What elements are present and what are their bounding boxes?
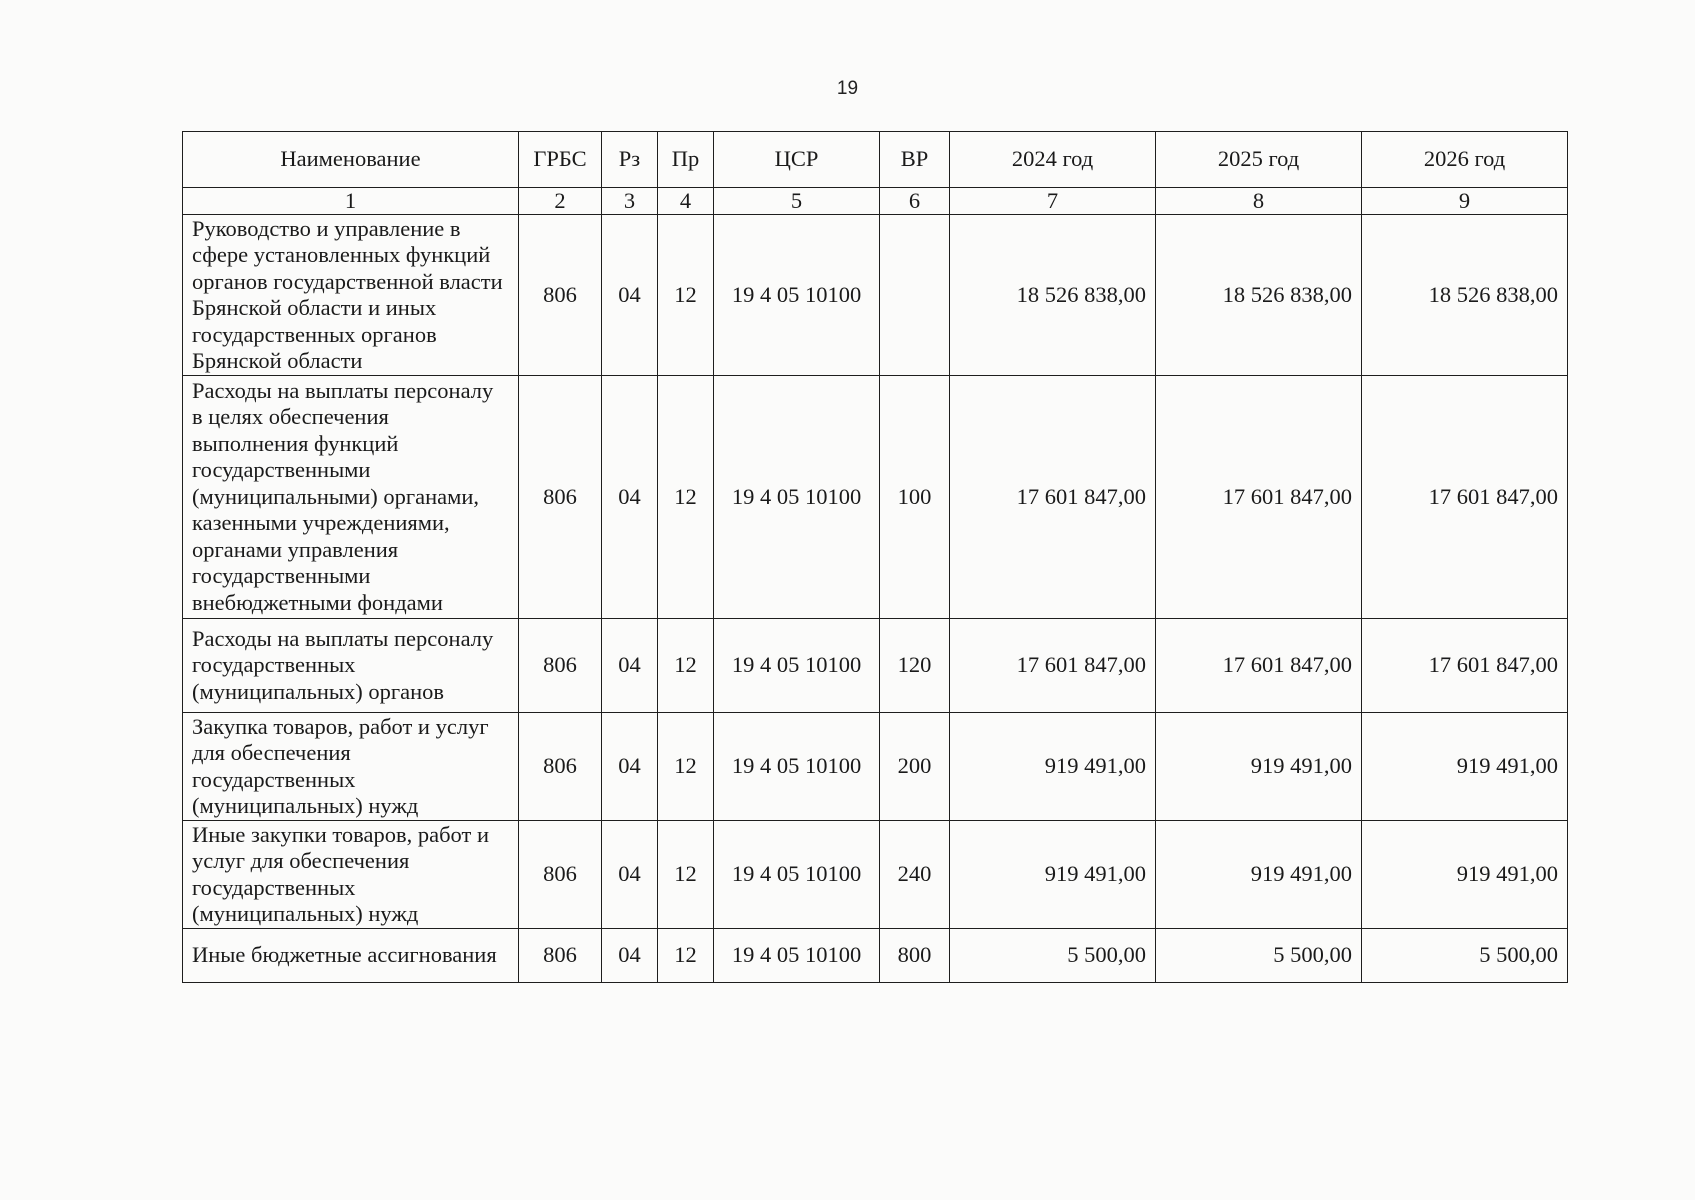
- row-pr: 12: [658, 821, 714, 929]
- row-pr: 12: [658, 215, 714, 376]
- row-pr: 12: [658, 713, 714, 821]
- row-rz: 04: [602, 713, 658, 821]
- column-number: 8: [1156, 188, 1362, 215]
- row-grbs: 806: [519, 929, 602, 983]
- row-rz: 04: [602, 215, 658, 376]
- row-grbs: 806: [519, 619, 602, 713]
- row-amount-2025: 919 491,00: [1156, 713, 1362, 821]
- row-grbs: 806: [519, 821, 602, 929]
- header-row: [183, 132, 1568, 188]
- row-csr: 19 4 05 10100: [714, 821, 880, 929]
- row-amount-2024: 5 500,00: [950, 929, 1156, 983]
- row-name: Иные бюджетные ассигнования: [183, 929, 519, 983]
- header-name: Наименование: [183, 132, 519, 188]
- column-number: 2: [519, 188, 602, 215]
- row-amount-2026: 919 491,00: [1362, 821, 1568, 929]
- row-amount-2024: 17 601 847,00: [950, 376, 1156, 619]
- row-name: Руководство и управление в сфере установленных функций органов государственной власти Брянской области и иных государственных органов Брянской области: [183, 215, 519, 376]
- row-vr: 100: [880, 376, 950, 619]
- row-rz: 04: [602, 929, 658, 983]
- row-name: Расходы на выплаты персоналу государственных (муниципальных) органов: [183, 619, 519, 713]
- header-grbs: ГРБС: [519, 132, 602, 188]
- table-row: [183, 215, 1568, 376]
- table-row: [183, 713, 1568, 821]
- row-amount-2024: 919 491,00: [950, 821, 1156, 929]
- row-vr: 120: [880, 619, 950, 713]
- row-amount-2026: 18 526 838,00: [1362, 215, 1568, 376]
- row-amount-2025: 919 491,00: [1156, 821, 1362, 929]
- column-number: 4: [658, 188, 714, 215]
- column-number: 7: [950, 188, 1156, 215]
- row-vr: 800: [880, 929, 950, 983]
- row-grbs: 806: [519, 215, 602, 376]
- table-row: [183, 619, 1568, 713]
- row-rz: 04: [602, 619, 658, 713]
- row-grbs: 806: [519, 376, 602, 619]
- header-vr: ВР: [880, 132, 950, 188]
- row-rz: 04: [602, 821, 658, 929]
- row-grbs: 806: [519, 713, 602, 821]
- header-csr: ЦСР: [714, 132, 880, 188]
- row-rz: 04: [602, 376, 658, 619]
- row-amount-2025: 17 601 847,00: [1156, 376, 1362, 619]
- column-number: 6: [880, 188, 950, 215]
- row-csr: 19 4 05 10100: [714, 215, 880, 376]
- row-amount-2024: 919 491,00: [950, 713, 1156, 821]
- header-2025: 2025 год: [1156, 132, 1362, 188]
- header-pr: Пр: [658, 132, 714, 188]
- table-row: [183, 929, 1568, 983]
- row-vr: 200: [880, 713, 950, 821]
- row-amount-2024: 18 526 838,00: [950, 215, 1156, 376]
- page-number: 19: [836, 78, 859, 99]
- row-amount-2026: 5 500,00: [1362, 929, 1568, 983]
- row-vr: 240: [880, 821, 950, 929]
- row-csr: 19 4 05 10100: [714, 619, 880, 713]
- row-name: Иные закупки товаров, работ и услуг для обеспечения государственных (муниципальных) нужд: [183, 821, 519, 929]
- header-2024: 2024 год: [950, 132, 1156, 188]
- row-amount-2026: 919 491,00: [1362, 713, 1568, 821]
- table-row: [183, 821, 1568, 929]
- row-name: Расходы на выплаты персоналу в целях обеспечения выполнения функций государственными (муниципальными) органами, казенными учреждениями, органами управления государственными внебюджетными фондами: [183, 376, 519, 619]
- row-vr: [880, 215, 950, 376]
- row-pr: 12: [658, 619, 714, 713]
- row-amount-2026: 17 601 847,00: [1362, 619, 1568, 713]
- row-amount-2025: 5 500,00: [1156, 929, 1362, 983]
- column-number: 9: [1362, 188, 1568, 215]
- budget-table: [182, 131, 1568, 983]
- row-pr: 12: [658, 376, 714, 619]
- row-csr: 19 4 05 10100: [714, 929, 880, 983]
- row-amount-2024: 17 601 847,00: [950, 619, 1156, 713]
- row-amount-2026: 17 601 847,00: [1362, 376, 1568, 619]
- row-csr: 19 4 05 10100: [714, 376, 880, 619]
- header-2026: 2026 год: [1362, 132, 1568, 188]
- row-csr: 19 4 05 10100: [714, 713, 880, 821]
- table-row: [183, 376, 1568, 619]
- row-pr: 12: [658, 929, 714, 983]
- header-rz: Рз: [602, 132, 658, 188]
- column-number: 3: [602, 188, 658, 215]
- row-amount-2025: 18 526 838,00: [1156, 215, 1362, 376]
- column-number: 1: [183, 188, 519, 215]
- row-name: Закупка товаров, работ и услуг для обеспечения государственных (муниципальных) нужд: [183, 713, 519, 821]
- column-number: 5: [714, 188, 880, 215]
- row-amount-2025: 17 601 847,00: [1156, 619, 1362, 713]
- column-number-row: [183, 188, 1568, 215]
